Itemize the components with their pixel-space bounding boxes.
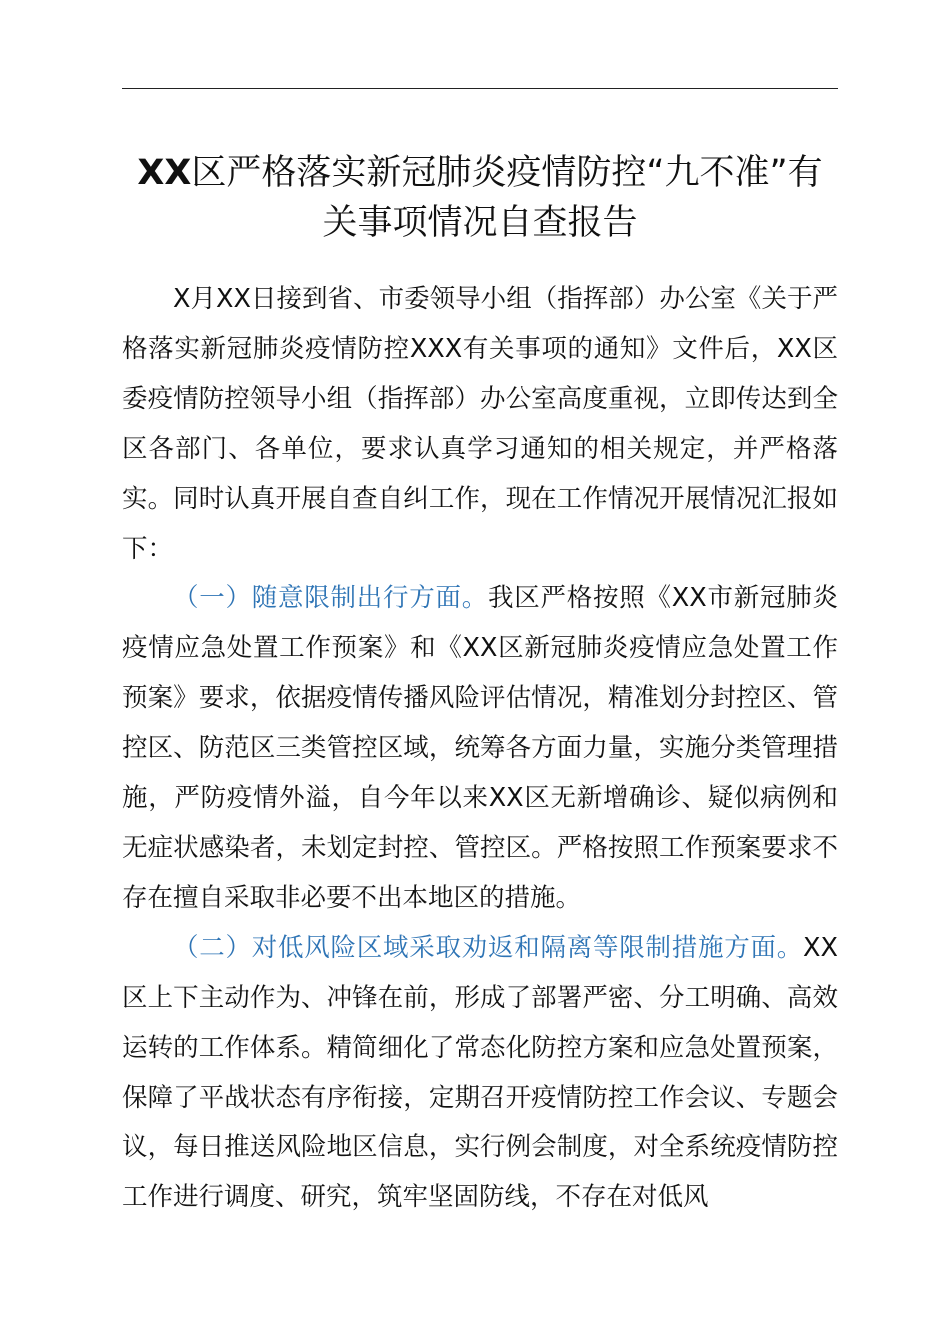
section-2-paragraph [122,924,838,1223]
title-line2: 关事项情况自查报告 [322,203,638,243]
section-1-paragraph [122,574,838,923]
document-title [110,148,850,248]
intro-paragraph-text: X月XX日接到省、市委领导小组（指挥部）办公室《关于严格落实新冠肺炎疫情防控XXX有关事项的通知》文件后，XX区委疫情防控领导小组（指挥部）办公室高度重视，立即传达到全区各部门、各单位，要求认真学习通知的相关规定，并严格落实。同时认真开展自查自纠工作，现在工作情况开展情况汇报如下： [122,284,838,564]
section-2-text: XX区上下主动作为、冲锋在前，形成了部署严密、分工明确、高效运转的工作体系。精简细化了常态化防控方案和应急处置预案，保障了平战状态有序衔接，定期召开疫情防控工作会议、专题会议，每日推送风险地区信息，实行例会制度，对全系统疫情防控工作进行调度、研究，筑牢坚固防线，不存在对低风 [122,932,838,1213]
section-1-text: 我区严格按照《XX市新冠肺炎疫情应急处置工作预案》和《XX区新冠肺炎疫情应急处置工作预案》要求，依据疫情传播风险评估情况，精准划分封控区、管控区、防范区三类管控区域，统筹各方面力量，实施分类管理措施，严防疫情外溢，自今年以来XX区无新增确诊、疑似病例和无症状感染者，未划定封控、管控区。严格按照工作预案要求不存在擅自采取非必要不出本地区的措施。 [122,583,838,913]
title-prefix: XX [137,153,192,193]
header-rule [122,88,838,89]
section-1-heading: （一）随意限制出行方面。 [173,583,489,614]
section-2-heading: （二）对低风险区域采取劝返和隔离等限制措施方面。 [173,932,804,963]
intro-paragraph [122,275,838,574]
title-line1: 区严格落实新冠肺炎疫情防控“九不准”有 [191,153,823,193]
document-body [122,275,838,1223]
